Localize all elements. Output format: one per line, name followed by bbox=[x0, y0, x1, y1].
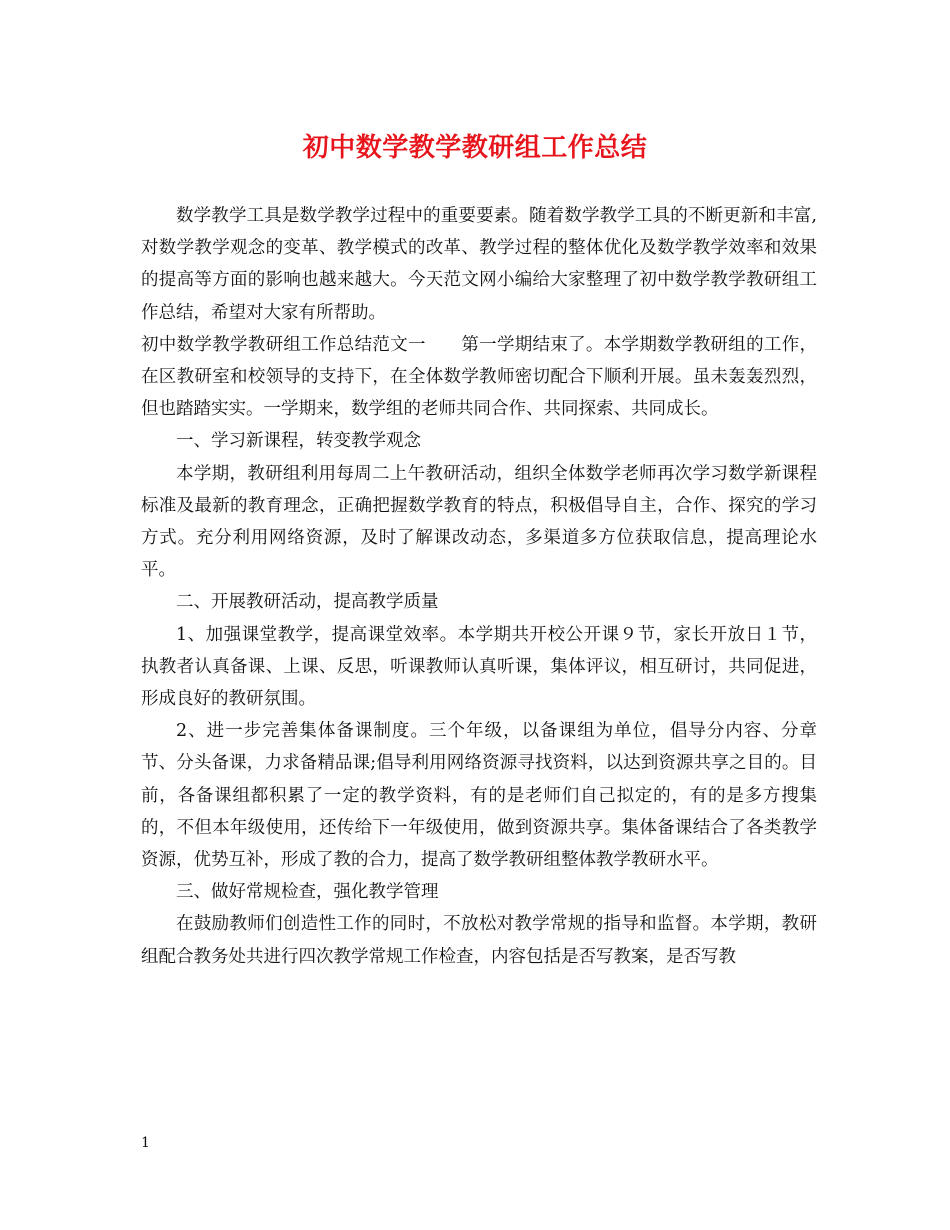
page-number: 1 bbox=[141, 1135, 150, 1151]
intro-paragraph: 数学教学工具是数学教学过程中的重要要素。随着数学教学工具的不断更新和丰富,对数学教学观念的变革、教学模式的改革、教学过程的整体优化及数学教学效率和效果的提高等方面的影响也越来越大。今天范文网小编给大家整理了初中数学教学教研组工作总结，希望对大家有所帮助。 bbox=[141, 206, 817, 323]
section-2-item-1: 1、加强课堂教学，提高课堂效率。本学期共开校公开课９节，家长开放日１节，执教者认真备课、上课、反思，听课教师认真听课，集体评议，相互研讨，共同促进，形成良好的教研氛围。 bbox=[141, 624, 817, 710]
section-heading-2: 二、开展教研活动，提高教学质量 bbox=[176, 592, 439, 613]
section-1-paragraph: 本学期，教研组利用每周二上午教研活动，组织全体数学老师再次学习数学新课程标准及最新的教育理念，正确把握数学教育的特点，积极倡导自主，合作、探究的学习方式。充分利用网络资源，及时了解课改动态，多渠道多方位获取信息，提高理论水平。 bbox=[141, 463, 817, 581]
document-title: 初中数学教学教研组工作总结 bbox=[302, 133, 648, 163]
section-2-item-2: 2、进一步完善集体备课制度。三个年级，以备课组为单位，倡导分内容、分章节、分头备课，力求备精品课;倡导利用网络资源寻找资料，以达到资源共享之目的。目前，各备课组都积累了一定的教学资料，有的是老师们自己拟定的，有的是多方搜集的，不但本年级使用，还传给下一年级使用，做到资源共享。集体备课结合了各类教学资源，优势互补，形成了教的合力，提高了数学教研组整体教学教研水平。 bbox=[141, 721, 817, 871]
section-heading-3: 三、做好常规检查，强化教学管理 bbox=[176, 882, 439, 903]
document-body bbox=[141, 200, 817, 973]
section-3-paragraph: 在鼓励教师们创造性工作的同时，不放松对教学常规的指导和监督。本学期，教研组配合教务处共进行四次教学常规工作检查，内容包括是否写教案，是否写教 bbox=[141, 914, 817, 967]
sample-one-paragraph: 初中数学教学教研组工作总结范文一 第一学期结束了。本学期数学教研组的工作，在区教研室和校领导的支持下，在全体数学教师密切配合下顺利开展。虽未轰轰烈烈，但也踏踏实实。一学期来，数学组的老师共同合作、共同探索、共同成长。 bbox=[141, 334, 817, 420]
section-heading-1: 一、学习新课程，转变教学观念 bbox=[176, 431, 421, 452]
